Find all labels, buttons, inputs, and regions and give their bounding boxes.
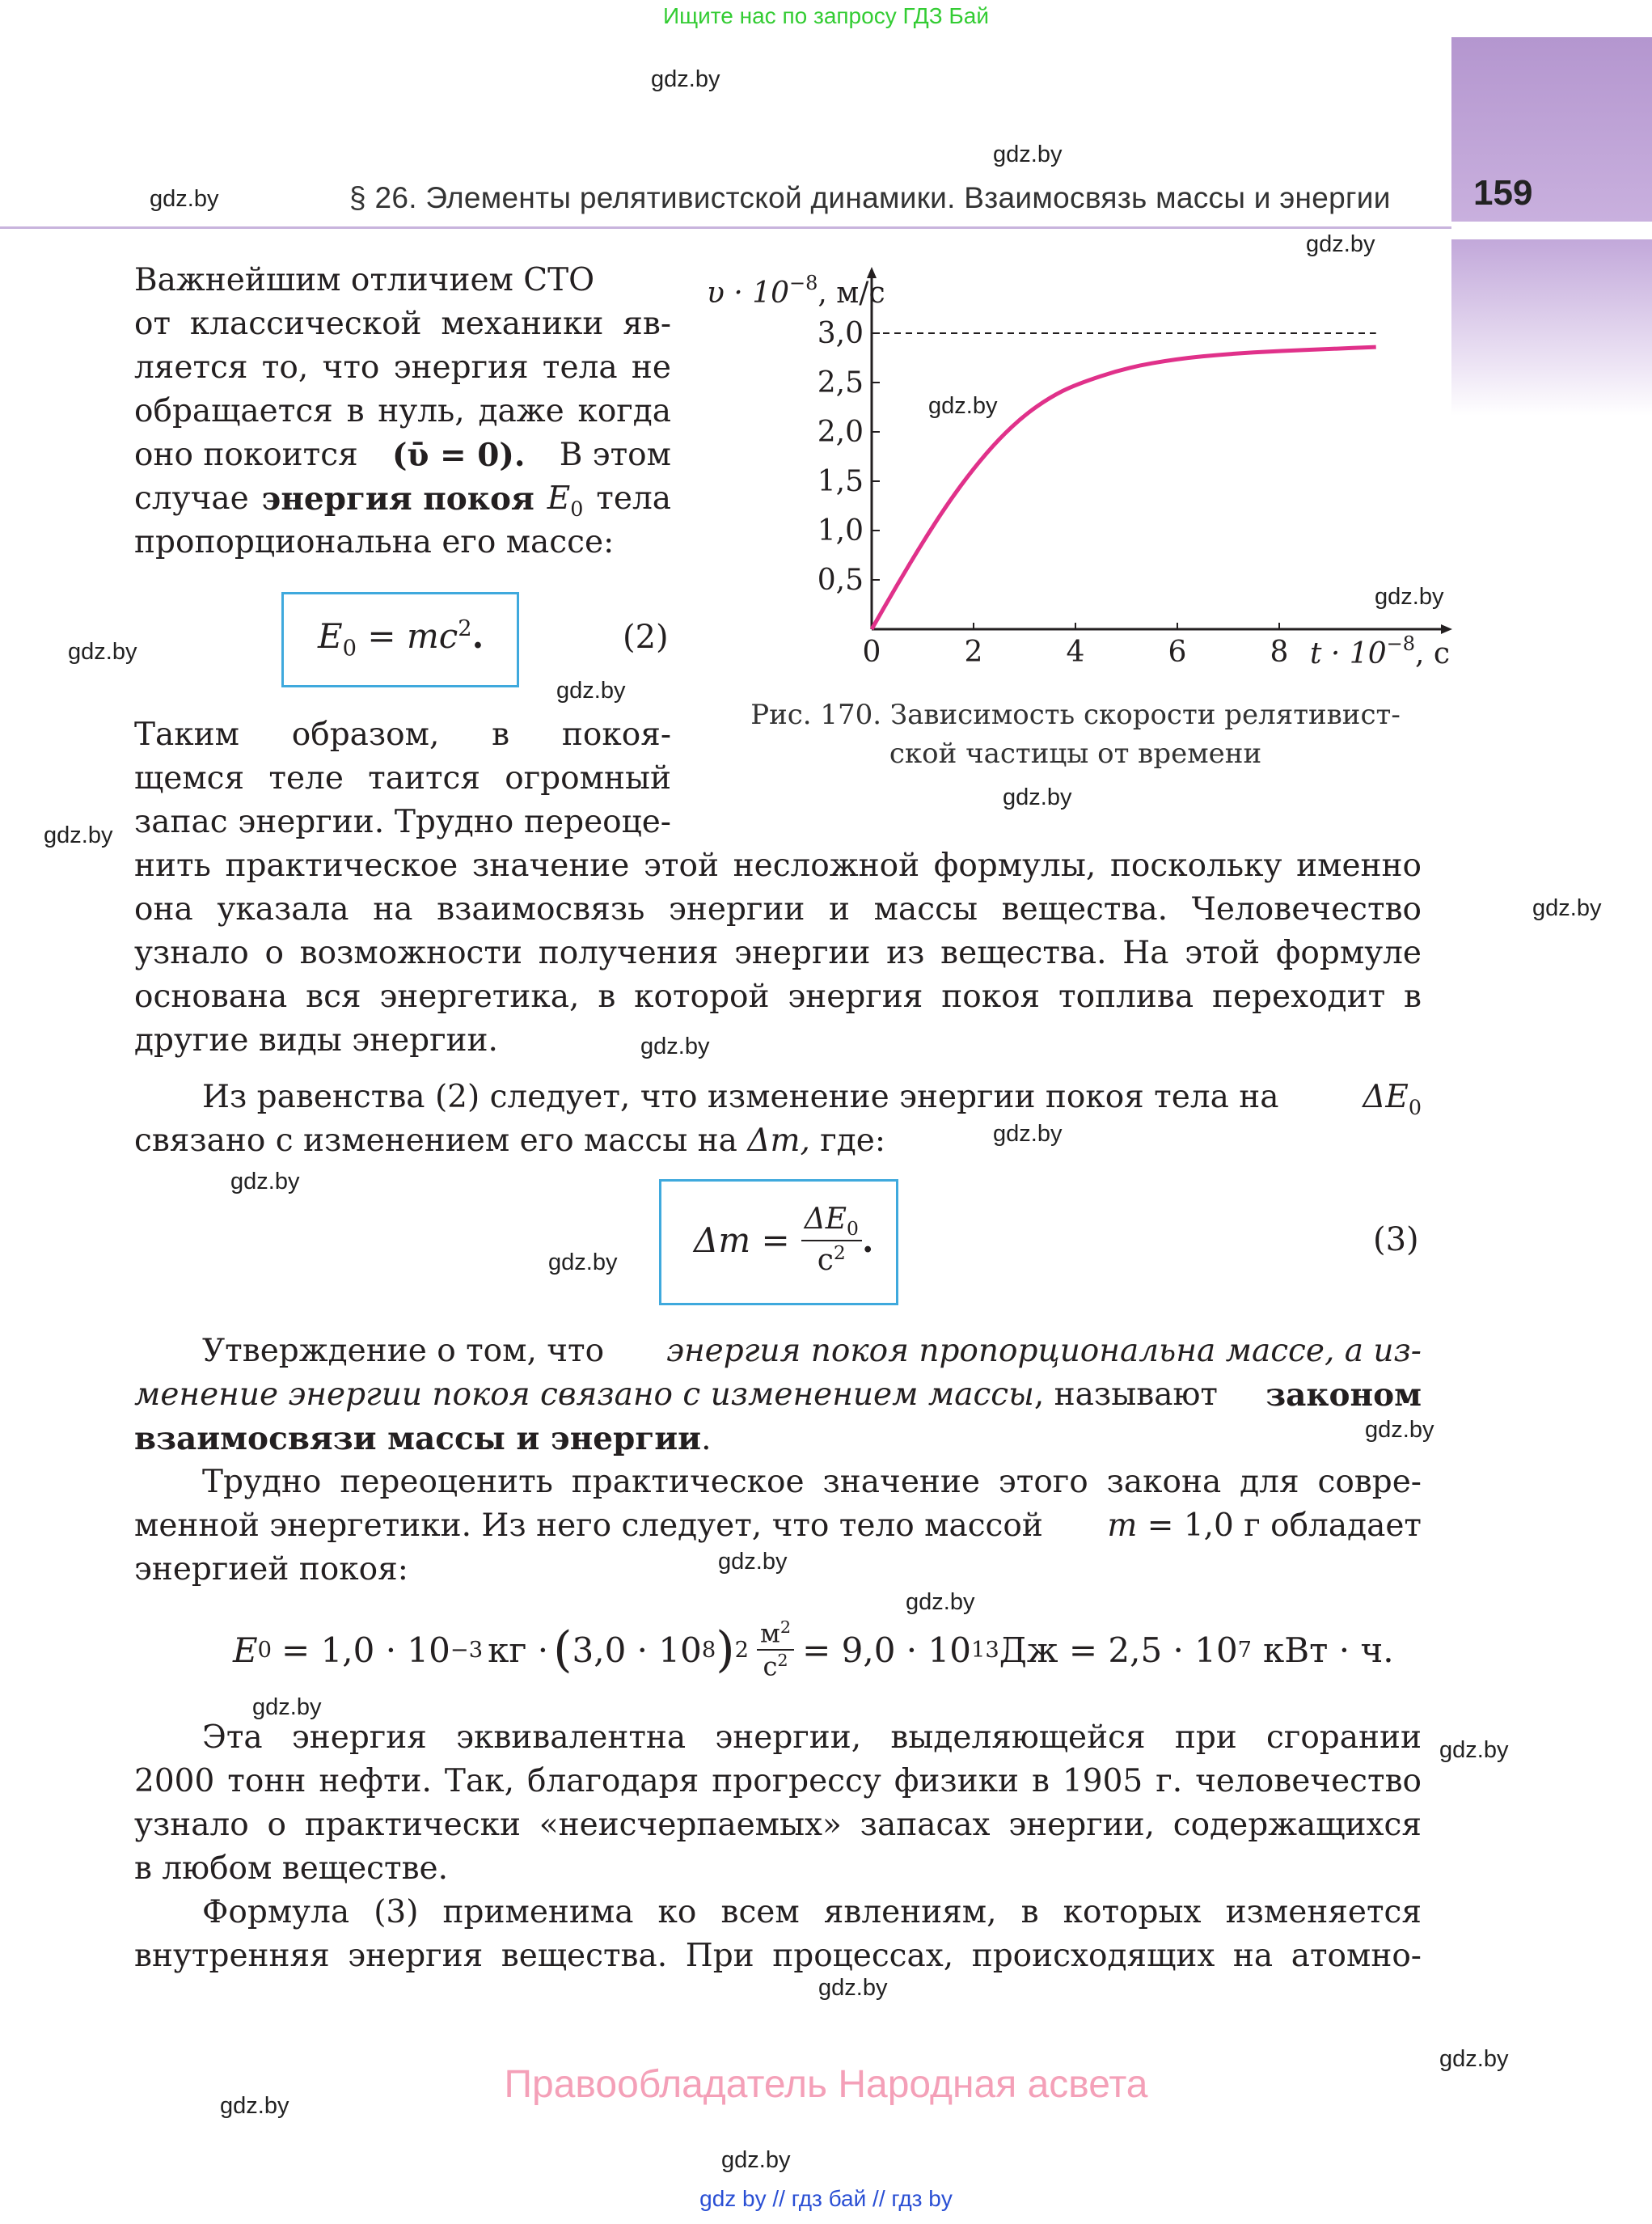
y-tick-label: 3,0 xyxy=(817,317,864,350)
watermark: gdz.by xyxy=(818,1975,888,2001)
watermark: gdz.by xyxy=(1365,1417,1434,1443)
watermark: gdz.by xyxy=(721,2147,791,2173)
y-tick-label: 1,5 xyxy=(817,465,864,498)
page-tab-lower xyxy=(1451,239,1652,416)
text-fragment: Утверждение о том, что xyxy=(202,1333,605,1369)
text-line: 2000 тонн нефти. Так, благодаря прогрессу физики в 1905 г. человечество xyxy=(134,1763,1422,1799)
text-line: взаимосвязи массы и энергии. xyxy=(134,1420,712,1457)
y-axis-label: $\upsilon \cdot 10^{-8}$, м/с xyxy=(707,272,885,310)
watermark: gdz.by xyxy=(68,639,137,665)
watermark: gdz.by xyxy=(1532,895,1602,921)
watermark: gdz.by xyxy=(906,1589,975,1615)
term-law: законом xyxy=(1265,1376,1422,1414)
velocity-zero: (ῡ = 0). xyxy=(391,437,526,474)
symbol-delta-m: Δm, xyxy=(747,1123,810,1159)
text-line xyxy=(134,433,671,477)
x-tick-label: 6 xyxy=(1168,636,1187,669)
text-line: Формула (3) применима ко всем явлениям, в которых изменяется xyxy=(202,1894,1422,1930)
text-line: она указала на взаимосвязь энергии и массы вещества. Человечество xyxy=(134,891,1422,928)
watermark: gdz.by xyxy=(220,2093,289,2119)
watermark: gdz.by xyxy=(651,66,720,92)
footer-links[interactable]: gdz by // гдз бай // гдз by xyxy=(699,2186,953,2211)
text-fragment: оно покоится xyxy=(134,437,358,473)
watermark: gdz.by xyxy=(252,1694,322,1720)
text-line: запас энергии. Трудно переоце- xyxy=(134,804,671,840)
x-tick-label: 2 xyxy=(964,636,983,669)
page-number: 159 xyxy=(1473,173,1533,213)
text-line: Таким образом, в покоя- xyxy=(134,717,671,753)
italic-statement: энергия покоя пропорциональна массе, а из- xyxy=(666,1333,1422,1369)
text-line: узнало о практически «неисчерпаемых» запасах энергии, содержащихся xyxy=(134,1807,1422,1843)
symbol-m: m xyxy=(1107,1507,1138,1544)
y-tick-label: 2,5 xyxy=(817,366,864,400)
text-line: менной энергетики. Из него следует, что тело массой m = 1,0 г обладает xyxy=(134,1504,1422,1548)
text-line: узнало о возможности получения энергии из вещества. На этой формуле xyxy=(134,935,1422,971)
text-fragment: , называют xyxy=(1033,1376,1218,1413)
watermark: gdz.by xyxy=(548,1249,618,1275)
text-line: щемся теле таится огромный xyxy=(134,760,671,797)
watermark: gdz.by xyxy=(150,186,219,212)
watermark: gdz.by xyxy=(993,142,1063,167)
watermark: gdz.by xyxy=(928,393,998,419)
copyright-note: Правообладатель Народная асвета xyxy=(504,2063,1148,2106)
search-banner[interactable]: Ищите нас по запросу ГДЗ Бай xyxy=(662,3,990,28)
x-axis-label: $t \cdot 10^{-8}$, с xyxy=(1310,632,1451,670)
text-line xyxy=(202,1330,1422,1373)
y-tick-label: 0,5 xyxy=(817,564,864,597)
watermark: gdz.by xyxy=(1003,784,1072,810)
watermark: gdz.by xyxy=(230,1169,300,1194)
x-tick-label: 0 xyxy=(862,636,881,669)
formula-number-2: (2) xyxy=(623,619,669,656)
formula-rest-energy: $E_0 = mc^2$. xyxy=(318,616,484,662)
text-line: пропорциональна его массе: xyxy=(134,524,615,560)
text-line: основана вся энергетика, в которой энергия покоя топлива переходит в xyxy=(134,979,1422,1015)
symbol-e0: $E_0$ xyxy=(547,480,584,521)
text-fragment: Из равенства (2) следует, что изменение энергии покоя тела на xyxy=(202,1079,1279,1115)
text-line: от классической механики яв- xyxy=(134,306,671,342)
text-fragment: связано с изменением его массы на xyxy=(134,1123,737,1159)
term-law: взаимосвязи массы и энергии xyxy=(134,1420,702,1457)
velocity-chart xyxy=(695,259,1456,679)
symbol-delta-e0: $\Delta E_0$ xyxy=(1363,1079,1422,1119)
x-tick-label: 4 xyxy=(1066,636,1085,669)
text-fragment: случае xyxy=(134,480,249,517)
formula-mass-energy: Δm = $\frac{\Delta E_0}{c^2}$ . xyxy=(694,1202,874,1278)
text-line: энергией покоя: xyxy=(134,1551,408,1588)
figure-caption: Рис. 170. Зависимость скорости релятивист- ской частицы от времени xyxy=(750,699,1401,770)
text-line xyxy=(134,1119,885,1163)
watermark: gdz.by xyxy=(1439,1737,1509,1763)
watermark: gdz.by xyxy=(1375,584,1444,610)
term-rest-energy: энергия покоя xyxy=(261,480,534,518)
italic-statement: менение энергии покоя связано с изменением массы xyxy=(134,1376,1034,1413)
text-line: в любом веществе. xyxy=(134,1850,449,1887)
series-line xyxy=(872,347,1376,629)
y-tick-label: 1,0 xyxy=(817,514,864,548)
text-line: ляется то, что энергия тела не xyxy=(134,349,671,386)
formula-energy-calculation: E 0 = 1,0 · 10 −3 кг · ( 3,0 · 10 8 ) 2 $м^2$ $с^2$ = 9,0 · 10 13 Дж = 2,5 · 10 7 кВт · ч. xyxy=(233,1617,1394,1682)
watermark: gdz.by xyxy=(556,678,626,704)
watermark: gdz.by xyxy=(640,1034,710,1059)
text-fragment: тела xyxy=(596,480,671,517)
text-line xyxy=(134,1373,1422,1417)
x-tick-label: 8 xyxy=(1270,636,1289,669)
watermark: gdz.by xyxy=(993,1121,1063,1147)
text-line: обращается в нуль, даже когда xyxy=(134,393,671,429)
text-line: внутренняя энергия вещества. При процессах, происходящих на атомно- xyxy=(134,1938,1422,1974)
text-line: Важнейшим отличием СТО xyxy=(134,262,595,298)
watermark: gdz.by xyxy=(44,822,113,848)
watermark: gdz.by xyxy=(1306,231,1375,257)
header-rule xyxy=(0,226,1451,229)
watermark: gdz.by xyxy=(1439,2046,1509,2072)
text-line: другие виды энергии. xyxy=(134,1022,498,1059)
text-line: Трудно переоценить практическое значение этого закона для совре- xyxy=(202,1464,1422,1500)
text-fragment: где: xyxy=(820,1123,885,1159)
text-fragment: менной энергетики. Из него следует, что тело массой xyxy=(134,1507,1043,1544)
text-line: нить практическое значение этой несложной формулы, поскольку именно xyxy=(134,848,1422,884)
section-title: § 26. Элементы релятивистской динамики. Взаимосвязь массы и энергии xyxy=(349,181,1391,214)
watermark: gdz.by xyxy=(718,1549,788,1575)
y-tick-label: 2,0 xyxy=(817,416,864,449)
text-line: Эта энергия эквивалентна энергии, выделяющейся при сгорании xyxy=(202,1719,1422,1756)
formula-number-3: (3) xyxy=(1373,1221,1419,1258)
text-fragment: В этом xyxy=(559,437,671,473)
